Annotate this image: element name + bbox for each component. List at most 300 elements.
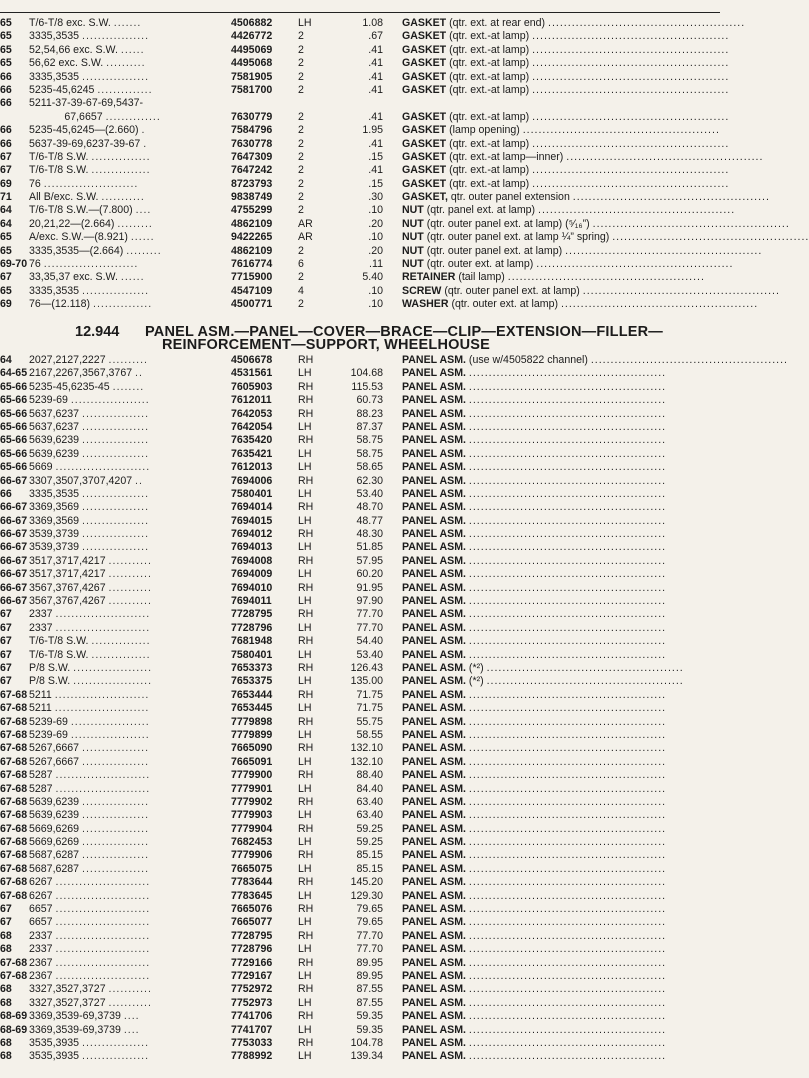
part-number-cell: 7779906 <box>231 849 273 862</box>
model-text: 5637-39-69,6237-39-67 <box>29 137 144 150</box>
part-name: WASHER <box>402 298 449 311</box>
part-number-cell: 7779898 <box>231 715 273 728</box>
position-cell: RH <box>298 501 314 514</box>
model-text: 3335,3535 <box>29 30 83 43</box>
model-cell <box>29 408 227 421</box>
table-row <box>0 271 750 284</box>
model-text: 5235-45,6245 <box>29 83 98 96</box>
description-cell <box>402 367 720 380</box>
table-row <box>0 716 750 729</box>
description-leader-dots: .................................................. <box>486 675 684 688</box>
price-cell: 135.00 <box>350 675 383 688</box>
table-row <box>0 1050 750 1063</box>
part-description: (qtr. outer panel ext. at lamp) <box>423 244 566 257</box>
description-cell <box>402 916 720 929</box>
model-cell <box>29 970 227 983</box>
part-number-cell: 9422265 <box>231 231 273 244</box>
part-number-cell: 7779901 <box>231 782 273 795</box>
position-cell: RH <box>298 394 314 407</box>
part-number-cell: 7612011 <box>231 394 272 407</box>
price-cell: 77.70 <box>356 943 383 956</box>
part-name: PANEL ASM. <box>402 969 466 982</box>
table-row <box>0 84 750 97</box>
year-cell: 67-68 <box>0 755 28 768</box>
description-cell <box>402 231 809 244</box>
part-description: (qtr. panel ext. at lamp) <box>423 204 539 217</box>
position-cell: RH <box>298 822 314 835</box>
model-cell <box>29 164 227 177</box>
description-cell <box>402 555 720 568</box>
part-name: PANEL ASM. <box>402 956 466 969</box>
year-cell: 65-66 <box>0 434 28 447</box>
part-name: PANEL ASM. <box>402 862 466 875</box>
price-cell: 77.70 <box>356 621 383 634</box>
part-name: PANEL ASM. <box>402 728 466 741</box>
model-text: 5239-69 <box>29 394 71 407</box>
part-name: PANEL ASM. <box>402 474 466 487</box>
part-description: (qtr. ext.-at lamp) <box>446 43 533 56</box>
section-title-line1: PANEL ASM.—PANEL—COVER—BRACE—CLIP—EXTENSION—FILLER— <box>145 324 663 340</box>
leader-dots: ................. <box>82 541 150 554</box>
model-text: 3567,3767,4267 <box>29 581 109 594</box>
description-cell <box>402 421 720 434</box>
leader-dots: ........................ <box>54 702 150 715</box>
table-row <box>0 191 770 204</box>
model-cell <box>29 461 227 474</box>
part-name: GASKET <box>402 83 447 96</box>
model-cell <box>29 421 227 434</box>
table-row <box>0 111 750 124</box>
table-row <box>0 138 750 151</box>
description-leader-dots: .................................................. <box>468 487 667 500</box>
part-number-cell: 4426772 <box>231 30 273 43</box>
part-number-cell: 7728796 <box>231 943 273 956</box>
price-cell: 88.40 <box>356 769 383 782</box>
leader-dots: ................. <box>82 528 150 541</box>
part-name: PANEL ASM. <box>402 742 466 755</box>
part-name: GASKET <box>402 177 447 190</box>
description-leader-dots: .................................................. <box>582 284 780 297</box>
year-cell: 67-68 <box>0 715 28 728</box>
year-cell: 65-66 <box>0 407 28 420</box>
description-cell <box>402 541 720 554</box>
leader-dots: ........... <box>101 191 145 204</box>
leader-dots: ........................ <box>55 969 151 982</box>
model-text: 5639,6239 <box>29 795 83 808</box>
description-cell <box>402 970 720 983</box>
year-cell: 66 <box>0 137 12 150</box>
model-text: 3369,3569 <box>29 514 83 527</box>
leader-dots: .................... <box>73 675 153 688</box>
description-cell <box>402 957 720 970</box>
model-cell <box>29 742 227 755</box>
leader-dots: ................. <box>82 795 150 808</box>
year-cell: 68-69 <box>0 1010 28 1023</box>
year-cell: 67-68 <box>0 742 28 755</box>
description-leader-dots: .................................................. <box>468 943 667 956</box>
position-cell: 2 <box>298 191 304 204</box>
price-cell: 58.75 <box>356 434 383 447</box>
table-row <box>0 783 750 796</box>
part-number-cell: 7694012 <box>231 528 273 541</box>
part-description: (qtr. ext.-at lamp) <box>446 177 533 190</box>
model-text: 5287 <box>29 782 56 795</box>
price-cell: 48.77 <box>356 514 383 527</box>
part-number-cell: 7694006 <box>231 474 273 487</box>
year-cell: 65 <box>0 231 12 244</box>
description-leader-dots: .................................................. <box>468 528 667 541</box>
position-cell: LH <box>298 702 312 715</box>
part-name: PANEL ASM. <box>402 380 466 393</box>
model-text: 20,21,22—(2.664) <box>29 217 118 230</box>
part-description: (qtr. ext.-at lamp) <box>446 83 533 96</box>
price-cell: 104.78 <box>350 1036 383 1049</box>
price-cell: 53.40 <box>356 487 383 500</box>
position-cell: LH <box>298 514 312 527</box>
price-cell: 5.40 <box>362 271 383 284</box>
part-description: (qtr. ext.-at lamp) <box>446 30 533 43</box>
model-text: 2337 <box>29 608 56 621</box>
part-number-cell: 7694010 <box>231 581 273 594</box>
year-cell: 65-66 <box>0 461 28 474</box>
year-cell: 66-67 <box>0 514 28 527</box>
description-leader-dots: .................................................. <box>468 715 667 728</box>
table-row <box>0 528 750 541</box>
leader-dots: ........................ <box>55 916 151 929</box>
model-text: 76 <box>29 258 44 271</box>
price-cell: 59.35 <box>356 1010 383 1023</box>
model-cell <box>29 943 227 956</box>
price-cell: .41 <box>368 70 383 83</box>
description-cell <box>402 783 720 796</box>
model-text: 5235-45,6235-45 <box>29 380 113 393</box>
table-row <box>0 742 750 755</box>
part-number-cell: 7580401 <box>231 648 273 661</box>
model-text: 5669,6269 <box>29 836 83 849</box>
leader-dots: ................. <box>82 434 150 447</box>
description-leader-dots: .................................................. <box>468 554 667 567</box>
position-cell: LH <box>298 487 312 500</box>
model-cell <box>29 635 227 648</box>
leader-dots: ................. <box>82 755 150 768</box>
model-text: 3535,3935 <box>29 1036 83 1049</box>
leader-dots: .... <box>135 204 152 217</box>
model-text: T/6-T/8 S.W.—(7.800) <box>29 204 136 217</box>
table-row <box>0 1010 750 1023</box>
part-name: PANEL ASM. <box>402 595 466 608</box>
position-cell: RH <box>298 688 314 701</box>
year-cell: 65 <box>0 43 12 56</box>
leader-dots: ....... <box>113 17 142 29</box>
description-leader-dots: .................................................. <box>468 956 667 969</box>
model-text: 5211-37-39-67-69,5437- <box>29 97 144 110</box>
description-cell <box>402 258 734 271</box>
model-text: 6267 <box>29 876 56 889</box>
position-cell: LH <box>298 809 312 822</box>
leader-dots: ................. <box>82 742 150 755</box>
model-text: 5639,6239 <box>29 434 83 447</box>
model-cell <box>29 298 227 311</box>
leader-dots: ......... <box>126 244 162 257</box>
part-description: (use w/4505822 channel) <box>465 354 591 366</box>
table-row <box>0 71 750 84</box>
price-cell: 63.40 <box>356 809 383 822</box>
model-text: 3517,3717,4217 <box>29 554 109 567</box>
leader-dots: ...... <box>120 43 145 56</box>
description-leader-dots: .................................................. <box>468 862 667 875</box>
description-leader-dots: .................................................. <box>592 217 790 230</box>
description-leader-dots: .................................................. <box>468 728 667 741</box>
model-text: 5267,6667 <box>29 742 83 755</box>
part-name: GASKET <box>402 164 447 177</box>
description-cell <box>402 689 720 702</box>
model-cell <box>29 769 227 782</box>
position-cell: 2 <box>298 137 304 150</box>
model-text: 2027,2127,2227 <box>29 354 109 366</box>
model-cell <box>29 689 227 702</box>
position-cell: 2 <box>298 57 304 70</box>
part-name: PANEL ASM. <box>402 769 466 782</box>
description-leader-dots: .................................................. <box>468 809 667 822</box>
year-cell: 67 <box>0 608 12 621</box>
leader-dots: .... <box>123 1023 140 1036</box>
part-number-cell: 7584796 <box>231 124 273 137</box>
year-cell: 68-69 <box>0 1023 28 1036</box>
table-row <box>0 756 750 769</box>
year-cell: 67-68 <box>0 795 28 808</box>
part-name: PANEL ASM. <box>402 581 466 594</box>
leader-dots: ......... <box>117 217 153 230</box>
description-cell <box>402 217 790 231</box>
leader-dots: .................... <box>70 394 150 407</box>
position-cell: LH <box>298 621 312 634</box>
model-cell <box>29 475 227 488</box>
leader-dots: ................. <box>82 447 150 460</box>
model-text: 5211 <box>29 688 55 701</box>
price-cell: .41 <box>368 43 383 56</box>
price-cell: 89.95 <box>356 956 383 969</box>
year-cell: 67-68 <box>0 836 28 849</box>
description-leader-dots: .................................................. <box>486 661 684 674</box>
leader-dots: ............... <box>91 164 151 177</box>
description-leader-dots: .................................................. <box>468 595 667 608</box>
description-leader-dots: .................................................. <box>532 30 730 43</box>
model-cell <box>29 849 227 862</box>
description-leader-dots: .................................................. <box>468 541 667 554</box>
description-leader-dots: .................................................. <box>468 380 667 393</box>
description-leader-dots: .................................................. <box>468 648 667 661</box>
model-cell <box>29 488 227 501</box>
description-cell <box>402 191 770 204</box>
year-cell: 68 <box>0 983 12 996</box>
part-number-cell: 7647242 <box>231 164 273 177</box>
part-name: PANEL ASM. <box>402 528 466 541</box>
part-number-cell: 7783644 <box>231 876 273 889</box>
description-leader-dots: .................................................. <box>572 191 770 204</box>
year-cell: 67 <box>0 903 12 916</box>
description-leader-dots: .................................................. <box>468 969 667 982</box>
year-cell: 68 <box>0 929 12 942</box>
leader-dots: ........... <box>108 554 152 567</box>
table-row <box>0 675 750 688</box>
description-leader-dots: .................................................. <box>468 983 667 996</box>
price-cell: 59.25 <box>356 822 383 835</box>
model-text: 2367 <box>29 956 56 969</box>
price-cell: .10 <box>368 231 383 244</box>
description-cell <box>402 983 720 996</box>
description-leader-dots: .................................................. <box>468 608 667 621</box>
position-cell: 2 <box>298 110 304 123</box>
price-cell: 87.55 <box>356 996 383 1009</box>
price-cell: 1.08 <box>362 17 383 29</box>
price-cell: 58.55 <box>356 728 383 741</box>
part-number-cell: 7728795 <box>231 608 273 621</box>
description-leader-dots: .................................................. <box>532 164 730 177</box>
description-leader-dots: .................................................. <box>468 996 667 1009</box>
description-cell <box>402 568 720 581</box>
leader-dots: ...... <box>120 271 145 284</box>
price-cell: .15 <box>368 177 383 190</box>
position-cell: 2 <box>298 43 304 56</box>
description-cell <box>402 488 720 501</box>
year-cell: 69 <box>0 298 12 311</box>
year-cell: 65-66 <box>0 394 28 407</box>
position-cell: RH <box>298 983 314 996</box>
year-cell: 67 <box>0 916 12 929</box>
leader-dots: ............... <box>91 150 151 163</box>
price-cell: 132.10 <box>350 755 383 768</box>
description-cell <box>402 1050 720 1063</box>
position-cell: 2 <box>298 83 304 96</box>
part-name: PANEL ASM. <box>402 568 466 581</box>
description-leader-dots: .................................................. <box>468 461 667 474</box>
leader-dots: ........................ <box>55 956 151 969</box>
description-cell <box>402 124 720 137</box>
part-number-cell: 7653373 <box>231 661 273 674</box>
price-cell: 63.40 <box>356 795 383 808</box>
leader-dots: ........ <box>112 380 145 393</box>
model-cell <box>29 44 227 57</box>
year-cell: 67 <box>0 675 12 688</box>
price-cell: 79.65 <box>356 903 383 916</box>
price-cell: 97.90 <box>356 595 383 608</box>
part-number-cell: 4506882 <box>231 17 273 29</box>
part-number-cell: 7665091 <box>231 755 273 768</box>
table-row <box>0 150 764 164</box>
model-text: 3369,3569 <box>29 501 83 514</box>
model-cell <box>29 796 227 809</box>
year-cell: 66 <box>0 124 12 137</box>
model-text: T/6-T/8 exc. S.W. <box>29 17 114 29</box>
table-row <box>0 595 750 608</box>
price-cell: 77.70 <box>356 929 383 942</box>
description-leader-dots: .................................................. <box>536 258 734 271</box>
model-cell <box>29 151 227 164</box>
model-cell <box>29 836 227 849</box>
table-row <box>0 863 750 876</box>
part-number-cell: 7630778 <box>231 137 273 150</box>
description-cell <box>402 997 720 1010</box>
leader-dots: ................. <box>82 809 150 822</box>
model-text: 3539,3739 <box>29 528 83 541</box>
description-cell <box>402 17 746 30</box>
model-text: 76 <box>29 177 44 190</box>
table-row <box>0 849 750 862</box>
description-leader-dots: .................................................. <box>468 782 667 795</box>
part-name: PANEL ASM. <box>402 635 466 648</box>
position-cell: AR <box>298 231 313 244</box>
year-cell: 66-67 <box>0 474 28 487</box>
part-name: PANEL ASM. <box>402 608 466 621</box>
model-text: 3327,3527,3727 <box>29 983 109 996</box>
leader-dots: ................. <box>82 1050 150 1063</box>
table-row <box>0 796 750 809</box>
gasket-list <box>0 17 809 312</box>
year-cell: 67-68 <box>0 889 28 902</box>
table-row <box>0 608 750 621</box>
description-cell <box>402 756 720 769</box>
year-cell: 68 <box>0 1036 12 1049</box>
model-cell <box>29 57 227 70</box>
table-row <box>0 769 750 782</box>
model-text: 5235-45,6245—(2.660) <box>29 124 142 137</box>
description-leader-dots: .................................................. <box>468 635 667 648</box>
price-cell: 88.23 <box>356 407 383 420</box>
position-cell: LH <box>298 447 312 460</box>
leader-dots: ................. <box>82 30 150 43</box>
model-text: 2167,2267,3567,3767 <box>29 367 136 380</box>
description-cell <box>402 434 720 447</box>
part-name: GASKET <box>402 70 447 83</box>
model-cell <box>29 394 227 407</box>
part-number-cell: 7612013 <box>231 461 273 474</box>
table-row <box>0 354 788 367</box>
model-cell <box>29 245 227 258</box>
price-cell: .41 <box>368 83 383 96</box>
table-row <box>0 702 750 715</box>
position-cell: LH <box>298 943 312 956</box>
description-cell <box>402 284 780 298</box>
part-number-cell: 7682453 <box>231 836 273 849</box>
year-cell: 66-67 <box>0 595 28 608</box>
part-name: PANEL ASM. <box>402 461 466 474</box>
year-cell: 64 <box>0 217 12 230</box>
part-number-cell: 7729166 <box>231 956 273 969</box>
part-name: PANEL ASM. <box>402 514 466 527</box>
description-leader-dots: .................................................. <box>468 688 667 701</box>
part-number-cell: 7788992 <box>231 1050 273 1063</box>
price-cell: 57.95 <box>356 554 383 567</box>
description-cell <box>402 863 720 876</box>
table-row <box>0 662 750 675</box>
part-name: PANEL ASM. <box>402 394 466 407</box>
part-number-cell: 7728795 <box>231 929 273 942</box>
leader-dots: .... <box>123 1010 140 1023</box>
price-cell: 79.65 <box>356 916 383 929</box>
description-cell <box>402 890 720 903</box>
leader-dots: . <box>143 137 148 150</box>
part-number-cell: 4531561 <box>231 367 273 380</box>
year-cell: 67-68 <box>0 956 28 969</box>
price-cell: 59.35 <box>356 1023 383 1036</box>
model-text: 3327,3527,3727 <box>29 996 109 1009</box>
description-cell <box>402 809 720 822</box>
description-leader-dots: .................................................. <box>468 889 667 902</box>
model-cell <box>29 622 227 635</box>
price-cell: 59.25 <box>356 836 383 849</box>
description-cell <box>402 448 720 461</box>
table-row <box>0 930 750 943</box>
